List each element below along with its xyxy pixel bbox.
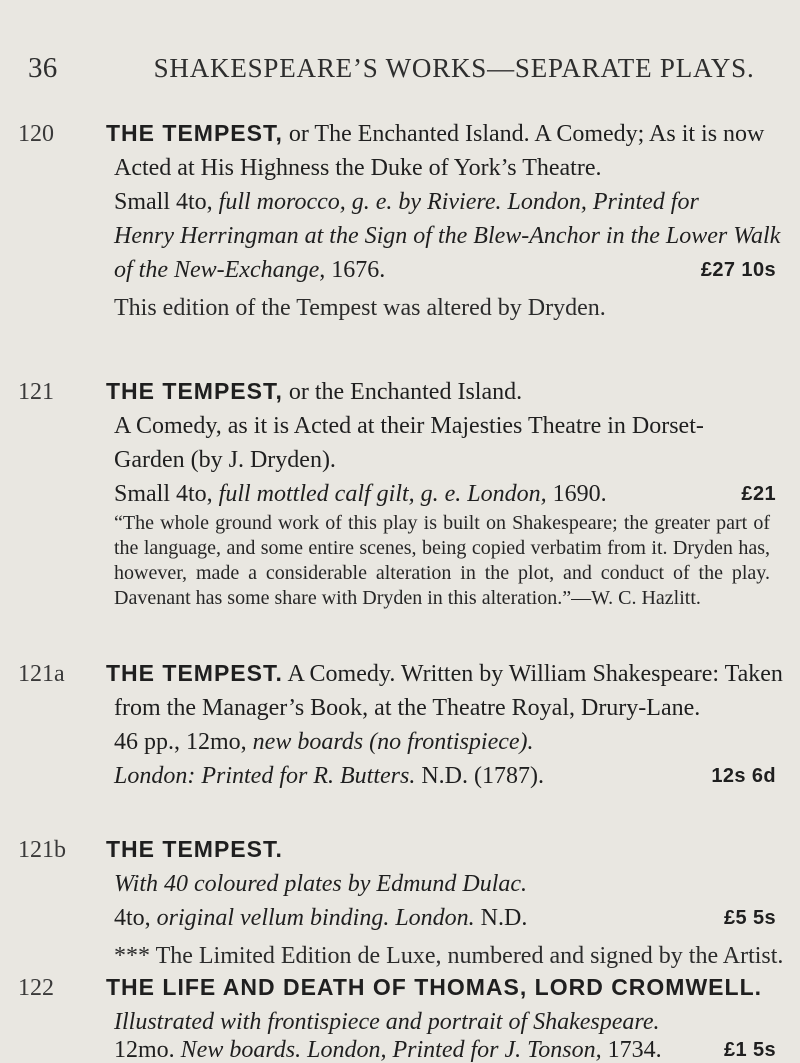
format-text: 46 pp., 12mo, [114, 729, 253, 755]
imprint-year: N.D. (1787). [415, 763, 544, 789]
entry-line: With 40 coloured plates by Edmund Dulac. [114, 871, 528, 897]
format-text: Small 4to, [114, 189, 219, 215]
imprint-year: 1690. [546, 481, 607, 507]
entry-format-line [18, 477, 788, 511]
entry-format-line [18, 1038, 788, 1062]
entry-title-line [18, 116, 788, 151]
binding-text: new boards (no frontispiece). [252, 729, 534, 755]
lot-number: 121 [18, 379, 54, 405]
entry-line: from the Manager’s Book, at the Theatre Royal, Drury-Lane. [114, 695, 701, 721]
entry-format-line [18, 725, 788, 759]
entry-subtitle: or The Enchanted Island. A Comedy; As it is now [282, 121, 765, 147]
binding-text: full mottled calf gilt, g. e. London, [218, 481, 547, 507]
imprint-line [18, 759, 788, 793]
catalogue-entry-121b [18, 832, 788, 973]
binding-text: full morocco, g. e. by Riviere. London, Printed for [218, 189, 699, 215]
entry-title-line [18, 832, 788, 867]
price: £5 5s [723, 907, 776, 929]
price: £1 5s [723, 1039, 776, 1061]
imprint-line: Henry Herringman at the Sign of the Blew-Anchor in the Lower Walk [114, 223, 781, 249]
entry-line: Acted at His Highness the Duke of York’s Theatre. [114, 155, 602, 181]
imprint-text: of the New-Exchange, [114, 257, 326, 283]
entry-title: THE TEMPEST. [106, 660, 283, 686]
page-header [28, 52, 788, 85]
entry-line: Illustrated with frontispiece and portrait of Shakespeare. [114, 1009, 660, 1035]
entry-format-line [18, 901, 788, 935]
entry-note: *** The Limited Edition de Luxe, numbered and signed by the Artist. [114, 943, 784, 969]
format-text: 12mo. [114, 1037, 181, 1063]
imprint-year: N.D. [474, 905, 528, 931]
catalogue-entry-122 [18, 970, 788, 1039]
catalogue-entry-121 [18, 374, 788, 611]
entry-quote: “The whole ground work of this play is built on Shakespeare; the greater part of the language, and some entire scenes, being copied verbatim from it. Dryden has, however, made a considerable alteration in the plot, and conduct of the play. Davenant has some share with Dryden in this alteration.”—W. C. Hazlitt. [114, 512, 770, 609]
imprint-line-end [18, 253, 788, 287]
running-title: SHAKESPEARE’S WORKS—SEPARATE PLAYS. [153, 53, 755, 83]
catalogue-entry-122-format [18, 1038, 788, 1062]
format-text: 4to, [114, 905, 157, 931]
price: £21 [741, 483, 776, 505]
entry-line: A Comedy, as it is Acted at their Majesties Theatre in Dorset- [114, 413, 704, 439]
price: 12s 6d [711, 765, 776, 787]
entry-title: THE TEMPEST. [106, 836, 283, 862]
entry-title-line [18, 656, 788, 691]
page-number: 36 [28, 52, 58, 84]
lot-number: 121b [18, 837, 66, 863]
entry-title-line [18, 374, 788, 409]
imprint-year: 1676. [325, 257, 386, 283]
catalogue-entry-120 [18, 116, 788, 325]
format-text: Small 4to, [114, 481, 219, 507]
lot-number: 121a [18, 661, 65, 687]
binding-text: original vellum binding. London. [156, 905, 475, 931]
lot-number: 122 [18, 975, 54, 1001]
binding-text: New boards. London, Printed for J. Tonson, [180, 1037, 602, 1063]
entry-subtitle: A Comedy. Written by William Shakespeare: Taken [282, 661, 783, 687]
entry-note: This edition of the Tempest was altered by Dryden. [114, 295, 606, 321]
entry-title: THE LIFE AND DEATH OF THOMAS, LORD CROMWELL. [106, 974, 763, 1000]
entry-subtitle: or the Enchanted Island. [282, 379, 523, 405]
entry-title-line [18, 970, 788, 1005]
lot-number: 120 [18, 121, 54, 147]
imprint-text: London: Printed for R. Butters. [114, 763, 416, 789]
catalogue-entry-121a [18, 656, 788, 793]
imprint-year: 1734. [601, 1037, 662, 1063]
entry-format-line [18, 185, 788, 219]
entry-title: THE TEMPEST, [106, 378, 283, 404]
entry-line: Garden (by J. Dryden). [114, 447, 336, 473]
entry-title: THE TEMPEST, [106, 120, 283, 146]
price: £27 10s [700, 259, 776, 281]
